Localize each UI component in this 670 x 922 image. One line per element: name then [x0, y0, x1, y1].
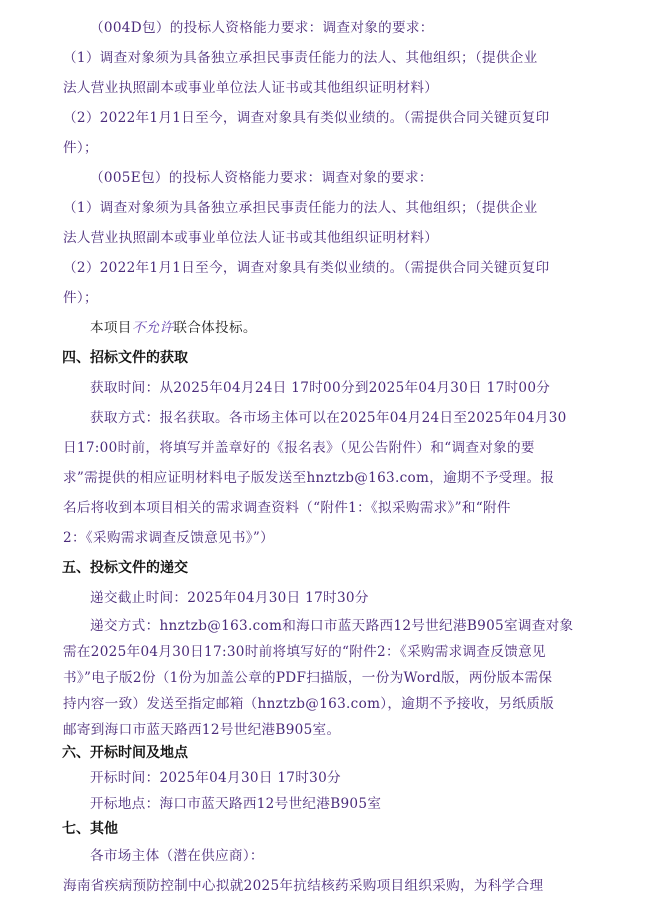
- pkg004d-title: （004D包）的投标人资格能力要求：调查对象的要求：: [90, 20, 434, 36]
- section5-method-line4: 持内容一致）发送至指定邮箱（hnztzb@163.com），逾期不予接收，另纸质版: [63, 696, 555, 712]
- consortium-prefix: 本项目: [90, 320, 132, 336]
- section5-method-line5: 邮寄到海口市蓝天路西12号世纪港B905室。: [63, 722, 341, 738]
- pkg005e-req2-line2: 件）；: [63, 290, 98, 306]
- pkg004d-req1-line2: 法人营业执照副本或事业单位法人证书或其他组织证明材料）: [63, 80, 439, 96]
- section7-body-line1: 海南省疾病预防控制中心拟就2025年抗结核药采购项目组织采购，为科学合理: [63, 878, 544, 894]
- pkg004d-req1-line1: （1）调查对象须为具备独立承担民事责任能力的法人、其他组织；（提供企业: [63, 50, 538, 66]
- section4-method-line5: 2：《采购需求调查反馈意见书》”）: [63, 530, 275, 546]
- section6-place: 开标地点：海口市蓝天路西12号世纪港B905室: [90, 796, 382, 812]
- section5-heading: 五、投标文件的递交: [62, 560, 188, 576]
- section4-method-line4: 名后将收到本项目相关的需求调查资料（“附件1：《拟采购需求》”和“附件: [63, 500, 511, 516]
- consortium-statement: [90, 318, 257, 338]
- section7-heading: 七、其他: [62, 821, 118, 837]
- pkg005e-req2-line1: （2）2022年1月1日至今，调查对象具有类似业绩的。（需提供合同关键页复印: [63, 260, 550, 276]
- section4-time: 获取时间：从2025年04月24日 17时00分到2025年04月30日 17时00分: [90, 380, 551, 396]
- consortium-suffix: 联合体投标。: [173, 320, 257, 336]
- section5-method-line2: 需在2025年04月30日17:30时前将填写好的“附件2：《采购需求调查反馈意见: [63, 644, 546, 660]
- pkg004d-req2-line1: （2）2022年1月1日至今，调查对象具有类似业绩的。（需提供合同关键页复印: [63, 110, 550, 126]
- pkg005e-req1-line2: 法人营业执照副本或事业单位法人证书或其他组织证明材料）: [63, 230, 439, 246]
- section5-method-line1: 递交方式：hnztzb@163.com和海口市蓝天路西12号世纪港B905室调查对象: [90, 618, 574, 634]
- section5-deadline: 递交截止时间：2025年04月30日 17时30分: [90, 590, 369, 606]
- section4-method-line2: 日17:00时前，将填写并盖章好的《报名表》（见公告附件）和“调查对象的要: [63, 440, 535, 456]
- pkg004d-req2-line2: 件）；: [63, 140, 98, 156]
- section7-greeting: 各市场主体（潜在供应商）：: [90, 848, 264, 864]
- pkg005e-req1-line1: （1）调查对象须为具备独立承担民事责任能力的法人、其他组织；（提供企业: [63, 200, 538, 216]
- consortium-emphasis: 不允许: [131, 320, 174, 336]
- pkg005e-title: （005E包）的投标人资格能力要求：调查对象的要求：: [90, 170, 433, 186]
- section4-method-line3: 求”需提供的相应证明材料电子版发送至hnztzb@163.com，逾期不予受理。报: [63, 470, 555, 486]
- section6-heading: 六、开标时间及地点: [62, 745, 188, 761]
- section4-heading: 四、招标文件的获取: [62, 350, 188, 366]
- section5-method-line3: 书》”电子版2份（1份为加盖公章的PDF扫描版，一份为Word版，两份版本需保: [63, 670, 553, 686]
- section4-method-line1: 获取方式：报名获取。各市场主体可以在2025年04月24日至2025年04月30: [90, 410, 567, 426]
- section6-time: 开标时间：2025年04月30日 17时30分: [90, 770, 341, 786]
